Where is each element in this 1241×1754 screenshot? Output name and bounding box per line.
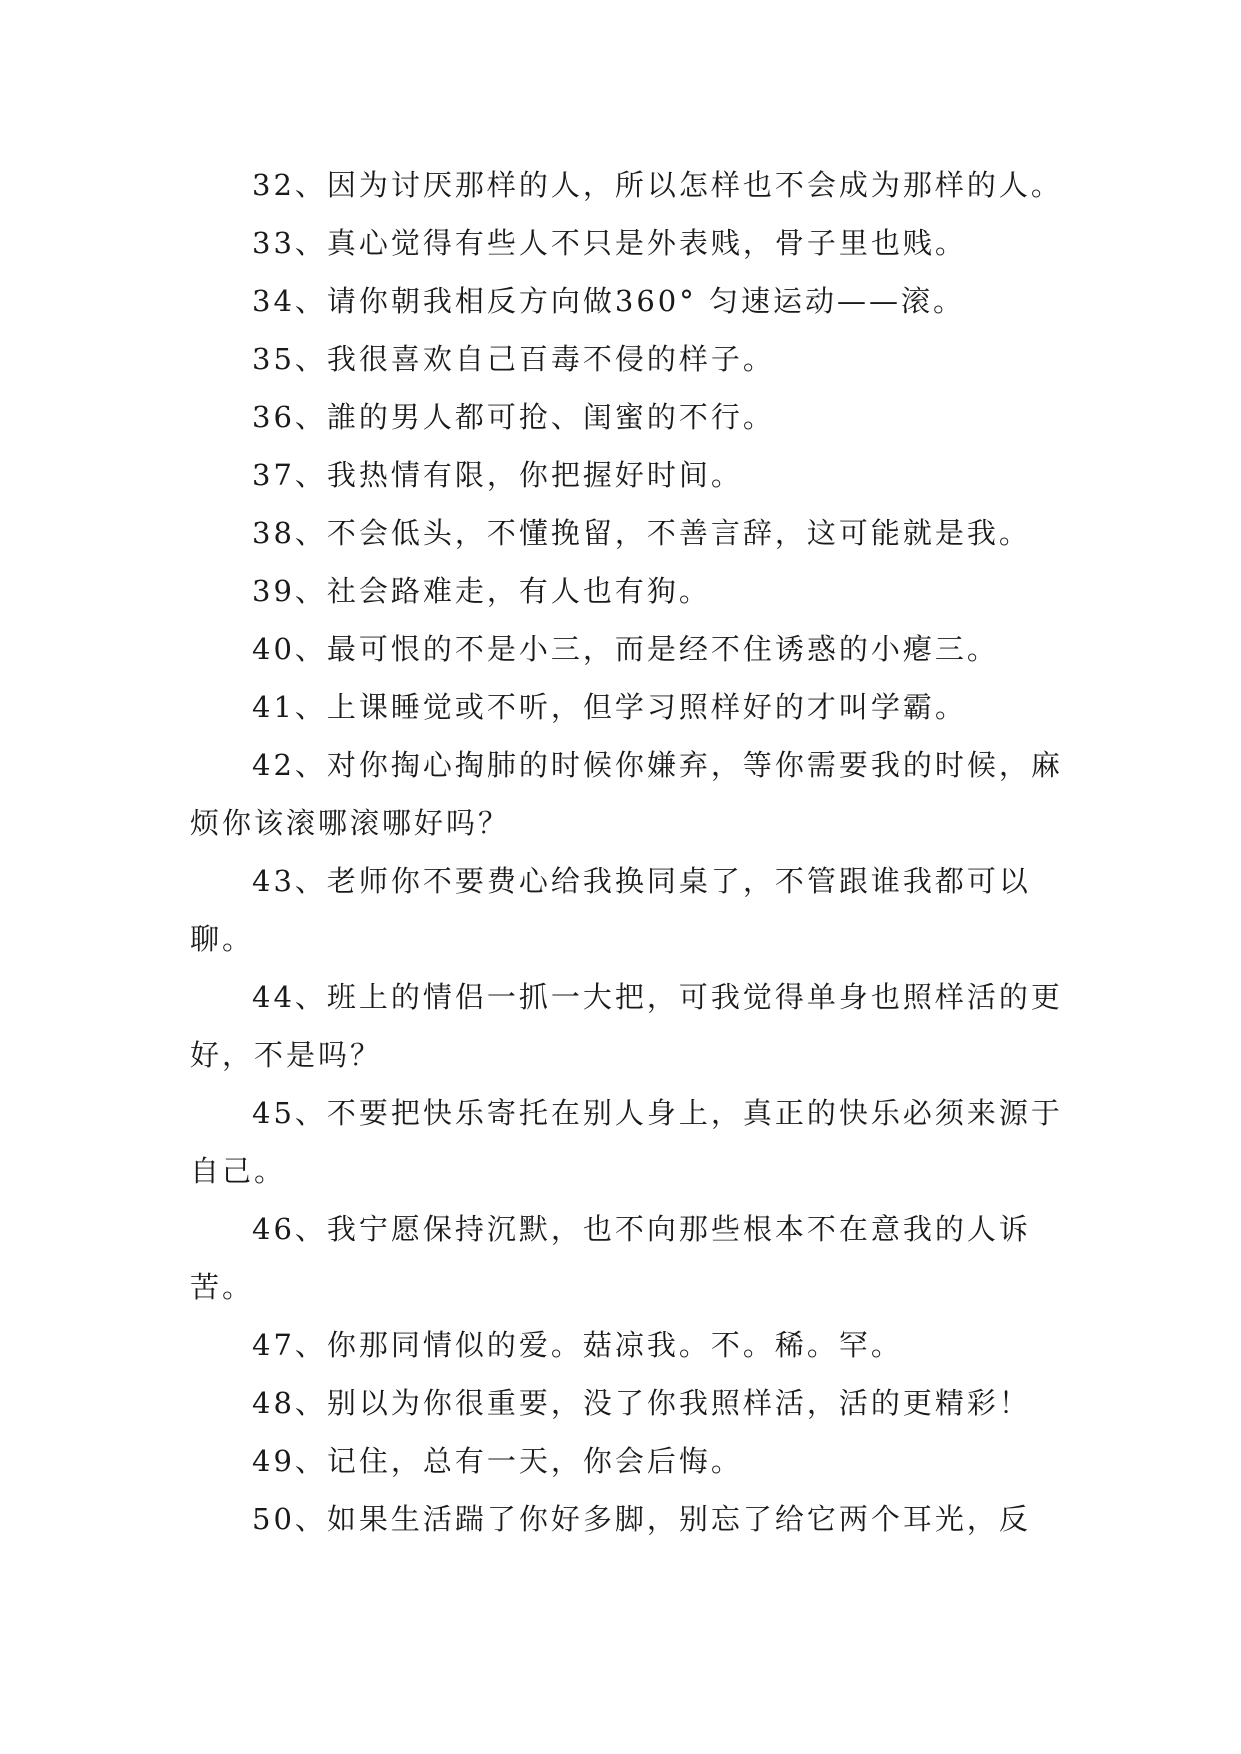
paragraph-40: 40、最可恨的不是小三，而是经不住诱惑的小瘪三。 xyxy=(252,632,999,666)
paragraph-38: 38、不会低头，不懂挽留，不善言辞，这可能就是我。 xyxy=(252,516,1031,550)
paragraph-37: 37、我热情有限，你把握好时间。 xyxy=(252,458,743,492)
document-body xyxy=(190,156,1070,1548)
paragraph-47: 47、你那同情似的爱。菇凉我。不。稀。罕。 xyxy=(252,1328,903,1362)
paragraph-50: 50、如果生活踹了你好多脚，别忘了给它两个耳光，反 xyxy=(252,1502,1031,1536)
paragraph-49: 49、记住，总有一天，你会后悔。 xyxy=(252,1444,743,1478)
paragraph-46: 46、我宁愿保持沉默，也不向那些根本不在意我的人诉苦。 xyxy=(190,1212,1031,1304)
paragraph-48: 48、别以为你很重要，没了你我照样活，活的更精彩！ xyxy=(252,1386,1031,1420)
paragraph-43: 43、老师你不要费心给我换同桌了，不管跟谁我都可以聊。 xyxy=(190,864,1031,956)
paragraph-33: 33、真心觉得有些人不只是外表贱，骨子里也贱。 xyxy=(252,226,967,260)
paragraph-35: 35、我很喜欢自己百毒不侵的样子。 xyxy=(252,342,775,376)
paragraph-41: 41、上课睡觉或不听，但学习照样好的才叫学霸。 xyxy=(252,690,967,724)
paragraph-39: 39、社会路难走，有人也有狗。 xyxy=(252,574,711,608)
paragraph-36: 36、誰的男人都可抢、闺蜜的不行。 xyxy=(252,400,775,434)
paragraph-44: 44、班上的情侣一抓一大把，可我觉得单身也照样活的更好，不是吗？ xyxy=(190,980,1063,1072)
paragraph-42: 42、对你掏心掏肺的时候你嫌弃，等你需要我的时候，麻烦你该滚哪滚哪好吗？ xyxy=(190,748,1063,840)
paragraph-32: 32、因为讨厌那样的人，所以怎样也不会成为那样的人。 xyxy=(252,168,1063,202)
paragraph-45: 45、不要把快乐寄托在别人身上，真正的快乐必须来源于自己。 xyxy=(190,1096,1063,1188)
paragraph-34: 34、请你朝我相反方向做360° 匀速运动——滚。 xyxy=(252,284,965,318)
